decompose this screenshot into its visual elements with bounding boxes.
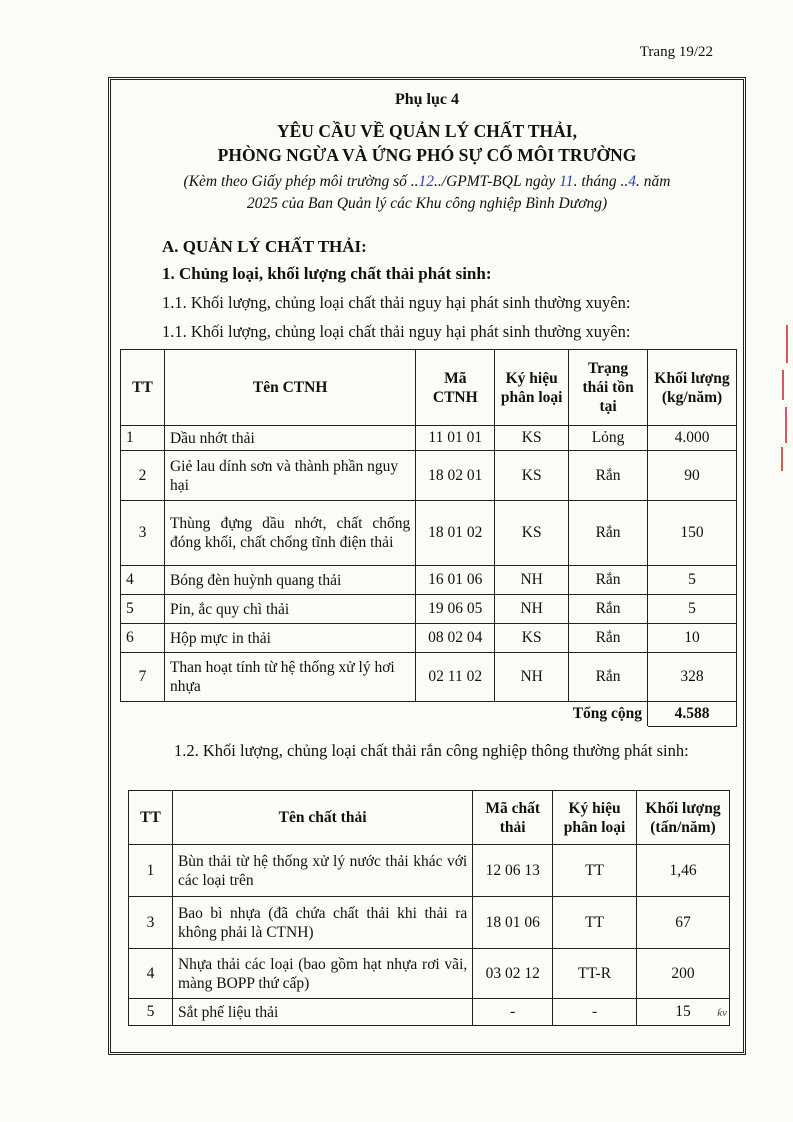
permit-month: 4 [628,173,636,190]
table-cell: 67 [637,897,730,949]
table-row [129,845,730,897]
table-cell: TT-R [553,949,637,999]
subtitle-line-1 [111,171,743,193]
table-row [121,501,737,566]
table-cell: 1,46 [637,845,730,897]
table-cell: KS [495,451,569,501]
column-header: Khối lượng (tấn/năm) [637,791,730,845]
table-cell: 12 06 13 [473,845,553,897]
column-header: Tên CTNH [164,350,415,426]
table-cell: 4 [121,566,165,595]
table-cell: 4 [129,949,173,999]
column-header: Ký hiệu phân loại [495,350,569,426]
table-cell: 11 01 01 [416,426,495,451]
table-cell: Dầu nhớt thải [164,426,415,451]
table-cell: 90 [648,451,737,501]
subtitle [111,171,743,215]
column-header: Mã CTNH [416,350,495,426]
table-cell: 4.000 [648,426,737,451]
table-cell: 328 [648,653,737,702]
table-cell: 10 [648,624,737,653]
red-stamp-marks [764,325,790,475]
section-a-heading: A. QUẢN LÝ CHẤT THẢI: [162,237,367,256]
table-cell: Lỏng [569,426,648,451]
table-cell: 1 [129,845,173,897]
table-cell: Rắn [569,624,648,653]
subtitle-line-2: 2025 của Ban Quản lý các Khu công nghiệp Bình Dương) [246,195,608,212]
table-cell: Bao bì nhựa (đã chứa chất thải khi thải ra không phải là CTNH) [172,897,472,949]
table-cell: TT [553,897,637,949]
table-cell: 18 01 02 [416,501,495,566]
page-number: Trang 19/22 [639,44,713,60]
table-row [121,566,737,595]
industrial-waste-table [128,790,730,1026]
table-cell: Rắn [569,451,648,501]
table-cell: 16 01 06 [416,566,495,595]
column-header: TT [121,350,165,426]
table-cell: 18 01 06 [473,897,553,949]
table-cell: KS [495,624,569,653]
subsection-1-1-heading: 1.1. Khối lượng, chủng loại chất thải nguy hại phát sinh thường xuyên: [162,293,631,312]
table-cell: 19 06 05 [416,595,495,624]
table-cell: NH [495,595,569,624]
table-cell: 5 [648,595,737,624]
table-cell: Rắn [569,595,648,624]
column-header: Ký hiệu phân loại [553,791,637,845]
table-header-row [129,791,730,845]
table-cell: - [473,999,553,1026]
table-cell: Rắn [569,501,648,566]
column-header: Khối lượng (kg/năm) [648,350,737,426]
subtitle-text-d: . năm [636,173,671,190]
table-cell: 02 11 02 [416,653,495,702]
table-cell: NH [495,566,569,595]
table-cell: NH [495,653,569,702]
appendix-frame [108,77,746,1055]
total-label: Tổng cộng [121,702,648,727]
table-cell: Giẻ lau dính sơn và thành phần nguy hại [164,451,415,501]
table-cell: 6 [121,624,165,653]
table-cell: 5 [121,595,165,624]
table-cell: Rắn [569,653,648,702]
table-cell: Pin, ắc quy chì thải [164,595,415,624]
table-cell: Sắt phế liệu thải [172,999,472,1026]
appendix-label: Phụ lục 4 [394,91,459,108]
table-row [121,426,737,451]
table-cell: KS [495,426,569,451]
table-cell: Than hoạt tính từ hệ thống xử lý hơi nhựa [164,653,415,702]
title-line-2: PHÒNG NGỪA VÀ ỨNG PHÓ SỰ CỐ MÔI TRƯỜNG [217,145,637,165]
table-cell: 200 [637,949,730,999]
column-header: TT [129,791,173,845]
table-row [129,999,730,1026]
table-cell: 18 02 01 [416,451,495,501]
table-cell: 3 [129,897,173,949]
column-header: Mã chất thải [473,791,553,845]
table-row [121,653,737,702]
table-row [121,624,737,653]
table-cell: Thùng đựng dầu nhớt, chất chống đóng khối, chất chống tĩnh điện thải [164,501,415,566]
initials-mark: ƙv [717,1007,727,1019]
table-cell: 5 [648,566,737,595]
table-cell: Bùn thải từ hệ thống xử lý nước thải khác với các loại trên [172,845,472,897]
table-cell: 1 [121,426,165,451]
subtitle-text-a: (Kèm theo Giấy phép môi trường số .. [183,173,419,190]
table-cell: Nhựa thải các loại (bao gồm hạt nhựa rơi vãi, màng BOPP thứ cấp) [172,949,472,999]
table-cell: 150 [648,501,737,566]
table-cell: KS [495,501,569,566]
column-header: Tên chất thải [172,791,472,845]
table-cell: Bóng đèn huỳnh quang thải [164,566,415,595]
table-cell: Hộp mực in thải [164,624,415,653]
title-line-1: YÊU CẦU VỀ QUẢN LÝ CHẤT THẢI, [277,121,577,141]
page-title [111,119,743,167]
table-cell: 03 02 12 [473,949,553,999]
subsection-1-1-heading-repeat: 1.1. Khối lượng, chủng loại chất thải nguy hại phát sinh thường xuyên: [162,322,631,341]
subsection-1-2-heading: 1.2. Khối lượng, chủng loại chất thải rắn công nghiệp thông thường phát sinh: [174,741,689,760]
section-1-heading: 1. Chủng loại, khối lượng chất thải phát sinh: [162,264,492,283]
table-cell: TT [553,845,637,897]
table-cell: 5 [129,999,173,1026]
table-cell: 08 02 04 [416,624,495,653]
table-cell: 3 [121,501,165,566]
total-row [121,702,737,727]
table-cell: Rắn [569,566,648,595]
table-row [129,897,730,949]
hazardous-waste-table [120,349,737,727]
table-cell: 15 [637,999,730,1026]
permit-day: 11 [559,173,574,190]
table-cell: 7 [121,653,165,702]
total-value: 4.588 [648,702,737,727]
permit-number: 12 [418,173,435,190]
subtitle-text-c: . tháng .. [573,173,629,190]
table-header-row [121,350,737,426]
column-header: Trạng thái tồn tại [569,350,648,426]
subtitle-text-b: ../GPMT-BQL ngày [434,173,560,190]
table-row [121,595,737,624]
table-cell: - [553,999,637,1026]
table-row [121,451,737,501]
table-cell: 2 [121,451,165,501]
table-row [129,949,730,999]
